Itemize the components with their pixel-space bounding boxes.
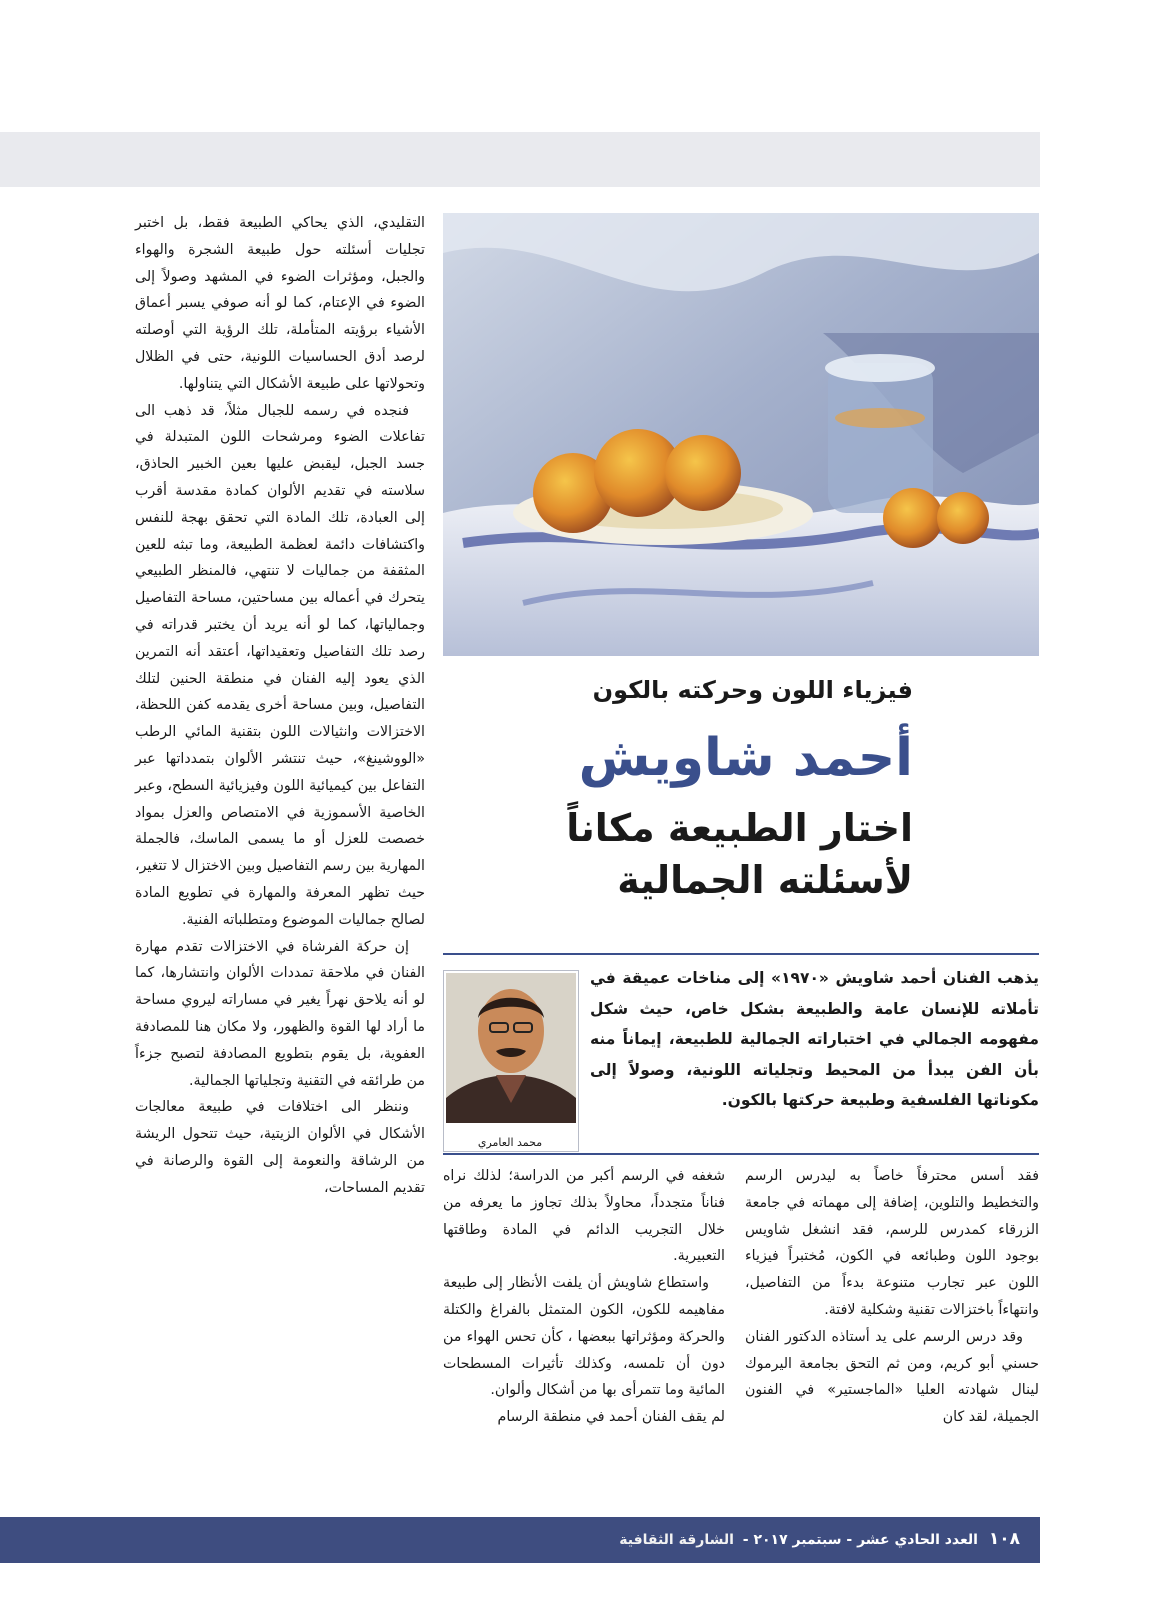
paragraph: لم يقف الفنان أحمد في منطقة الرسام (497, 1409, 725, 1426)
page-footer (0, 1517, 1040, 1563)
paragraph: التقليدي، الذي يحاكي الطبيعة فقط، بل اختبر تجليات أسئلته حول طبيعة الشجرة والهواء والجبل، ومؤثرات الضوء في المشهد وصولاً إلى الضوء في الإعتام، كما لو أنه صوفي يسبر أعماق الأشياء برؤيته المتأملة، تلك الرؤية التي أوصلته لرصد أدق الحساسيات اللونية، حتى في الظلال وتحولاتها على طبيعة الأشكال التي يتناولها. (135, 215, 425, 392)
painting-image (443, 213, 1039, 656)
article-column-right (745, 1163, 1039, 1431)
author-photo (446, 973, 576, 1123)
header-band (0, 132, 1040, 187)
intro-top-rule (443, 953, 1039, 955)
article-title-line-2: لأسئلته الجمالية (617, 858, 913, 902)
article-subtitle: فيزياء اللون وحركته بالكون (592, 676, 913, 704)
painting-illustration (443, 213, 1039, 656)
intro-bottom-rule (443, 1153, 1039, 1155)
article-title-line-1: اختار الطبيعة مكاناً (566, 806, 913, 850)
paragraph: إن حركة الفرشاة في الاختزالات تقدم مهارة الفنان في ملاحقة تمددات الألوان وانتشارها، كما لو أنه يلاحق نهراً يغير في مساراته ليروي مساحة ما أراد لها القوة والظهور، ولا مكان هنا للمصادفة العفوية، بل يقوم بتطويع المصادفة لتصبح جزءاً من طرائقه في التقنية وتجلياتها الجمالية. (135, 938, 425, 1089)
issue-info: العدد الحادي عشر - سبتمبر ٢٠١٧ - (742, 1532, 978, 1548)
article-column-middle (443, 1163, 725, 1431)
paragraph: واستطاع شاويش أن يلفت الأنظار إلى طبيعة مفاهيمه للكون، الكون المتمثل بالفراغ والكتلة والحركة ومؤثراتها ببعضها ، كأن تحس الهواء من دون أن تلمسه، وكذلك تأثيرات المسطحات المائية وما تتمرأى بها من أشكال وألوان. (443, 1275, 725, 1399)
paragraph: شغفه في الرسم أكبر من الدراسة؛ لذلك نراه فناناً متجدداً، محاولاً بذلك تجاوز ما يعرفه من خلال التجريب الدائم في المادة وطاقتها التعبيرية. (443, 1168, 725, 1265)
artist-name-title: أحمد شاويش (578, 728, 913, 788)
article-intro: يذهب الفنان أحمد شاويش «١٩٧٠» إلى مناخات عميقة في تأملاته للإنسان عامة والطبيعة بشكل خاص، حيث شكل مفهومه الجمالي في اختباراته الجمالية للطبيعة، إيماناً منه بأن الفن يبدأ من المحيط وتجلياته اللونية، وصولاً إلى مكوناتها الفلسفية وطبيعة حركتها بالكون. (590, 969, 1039, 1109)
page-number: ١٠٨ (988, 1529, 1020, 1549)
paragraph: فقد أسس محترفاً خاصاً به ليدرس الرسم والتخطيط والتلوين، إضافة إلى مهماته في جامعة الزرقاء كمدرس للرسم، فقد انشغل شاويس بوجود اللون وطبائعه في الكون، مُختبراً فيزياء اللون عبر تجارب متنوعة بدءاً من التفاصيل، وانتهاءاً باختزالات تقنية وشكلية لافتة. (745, 1168, 1039, 1318)
footer-text (619, 1529, 1020, 1549)
paragraph: وقد درس الرسم على يد أستاذه الدكتور الفنان حسني أبو كريم، ومن ثم التحق بجامعة اليرموك لينال شهادته العليا «الماجستير» في الفنون الجميلة، لقد كان (745, 1328, 1039, 1426)
article-column-left (135, 210, 425, 1201)
paragraph: فنجده في رسمه للجبال مثلاً، قد ذهب الى تفاعلات الضوء ومرشحات اللون المتبدلة في جسد الجبل، ليقبض عليها بعين الخبير الحاذق، سلاسته في تقديم الألوان كمادة مقدسة أقرب إلى العبادة، تلك المادة التي تحقق بهجة للنفس واكتشافات دائمة لعظمة الطبيعة، وما تبثه للعين المثقفة من جماليات لا تنتهي، فالمنظر الطبيعي يتحرك في أعماله بين مساحتين، مساحة التفاصيل وجمالياتها، كما لو أنه يريد أن يختبر قدراته في رصد تلك التفاصيل وتعقيداتها، أعتقد أنه التمرين الذي يعود إليه الفنان في منطقة الحنين لتلك التفاصيل، وبين مساحة أخرى يقدمه كفن اللحظة، الاختزالات وانثيالات اللون بتقنية المائي الرطب «الووشينغ»، حيث تنتشر الألوان بتمدداتها عبر التفاعل بين كيميائية اللون وفيزيائية السطح، وعبر الخاصية الأسموزية في الامتصاص والعزل بمواد خصصت للعزل أو ما يسمى الماسك، فالجملة المهارية بين رسم التفاصيل وبين الاختزال لا تتغير، حيث تظهر المعرفة والمهارة في تطويع المادة لصالح جماليات الموضوع ومتطلباته الفنية. (135, 402, 425, 928)
paragraph: وننظر الى اختلافات في طبيعة معالجات الأشكال في الألوان الزيتية، حيث تتحول الريشة من الرشاقة والنعومة إلى القوة والرصانة في تقديم المساحات، (135, 1099, 425, 1196)
magazine-logo: الشارقة الثقافية (619, 1532, 734, 1548)
author-caption: محمد العامري (477, 1136, 543, 1149)
author-photo-box (443, 970, 579, 1152)
